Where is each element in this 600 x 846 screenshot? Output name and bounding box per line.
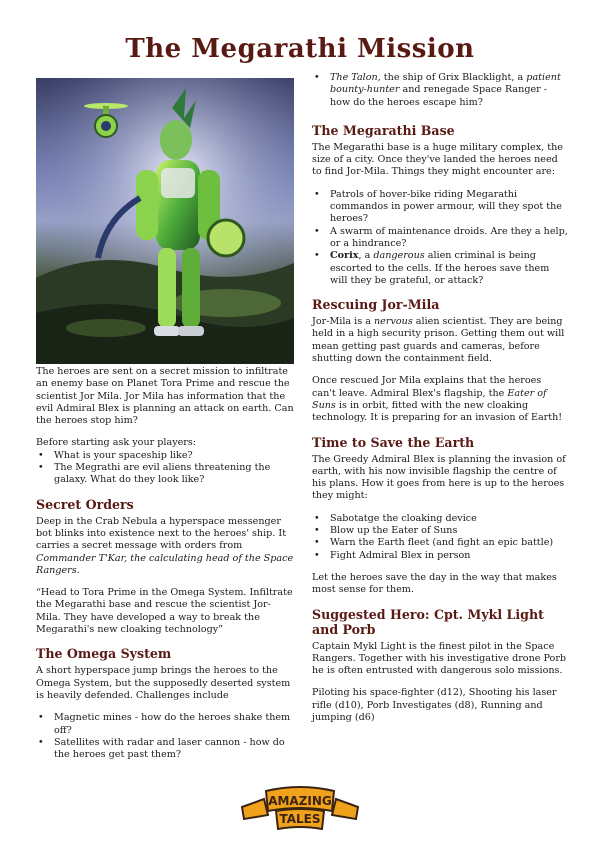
rescue-text-end: alien scientist. They are being held in a high security prison. Getting them out will mean getting past guards and cameras, before shutting down the containment field.: [312, 316, 565, 365]
rescue2-text: Once rescued Jor Mila explains that the heroes can't leave. Admiral Blex's flagship, the: [312, 375, 542, 399]
list-item: • Sabotatge the cloaking device: [312, 513, 568, 525]
rescue-text: Jor-Mila is a: [312, 316, 374, 328]
secret-orders-paragraph: [36, 516, 294, 577]
omega-system-heading: The Omega System: [36, 646, 172, 662]
amazing-tales-logo: [236, 785, 364, 833]
list-item: • A swarm of maintenance droids. Are they a help, or a hindrance?: [312, 226, 568, 251]
nervous-emphasis: nervous: [374, 316, 413, 328]
suggested-hero-heading: Suggested Hero: Cpt. Mykl Light and Porb: [312, 606, 544, 637]
talon-text-end: and renegade Space Ranger - how do the heroes escape him?: [330, 84, 548, 108]
list-item: • Blow up the Eater of Suns: [312, 525, 568, 537]
left-column: [36, 78, 294, 771]
save-list: [312, 513, 568, 562]
before-heading: Before starting ask your players:: [36, 437, 197, 449]
secret-orders-text: Deep in the Crab Nebula a hyperspace messenger bot blinks into existence next to the heroes' ship. It carries a secret message with orders from: [36, 515, 287, 552]
talon-name: The Talon: [330, 72, 378, 83]
list-item: • Fight Admiral Blex in person: [312, 550, 568, 562]
list-item: • Satellites with radar and laser cannon - how do the heroes get past them?: [36, 737, 294, 762]
list-item: • Warn the Earth fleet (and fight an epic battle): [312, 537, 568, 549]
eater-of-suns-emphasis: Eater of Suns: [312, 387, 547, 411]
talon-text: , the ship of Grix Blacklight, a: [377, 72, 527, 83]
omega-list: [36, 712, 294, 761]
commander-emphasis: Commander T'Kar, the calculating head of the Space Rangers.: [36, 552, 294, 576]
omega-paragraph: A short hyperspace jump brings the heroes to the Omega System, but the supposedly deserted system is heavily defended. Challenges include: [36, 665, 291, 701]
rescuing-heading: Rescuing Jor-Mila: [312, 297, 440, 313]
corix-text-end: alien criminal is being escorted to the cells. If the heroes save them will they be grateful, or attack?: [330, 250, 550, 286]
page-title: The Megarathi Mission: [125, 34, 475, 64]
corix-name: Corix: [330, 250, 359, 262]
list-item: • What is your spaceship like?: [36, 450, 294, 462]
logo-text-line2: TALES: [279, 812, 321, 826]
list-item: • Magnetic mines - how do the heroes shake them off?: [36, 712, 294, 737]
rescue-paragraph-2: [312, 375, 568, 424]
talon-list: [312, 72, 568, 109]
logo-text-line1: AMAZING: [268, 794, 332, 808]
hero-skills: Piloting his space-fighter (d12), Shooting his laser rifle (d10), Porb Investigates (d8), Running and jumping (d6): [312, 687, 557, 723]
list-item: [312, 250, 568, 287]
base-paragraph: The Megarathi base is a huge military complex, the size of a city. Once they've landed the heroes need to find Jor-Mila. Things they might encounter are:: [312, 141, 563, 178]
corix-text: , a: [358, 250, 374, 262]
secret-orders-heading: Secret Orders: [36, 496, 134, 512]
save-earth-heading: Time to Save the Earth: [312, 434, 475, 450]
dangerous-emphasis: dangerous: [373, 250, 425, 262]
hero-paragraph: Captain Mykl Light is the finest pilot in the Space Rangers. Together with his investigative drone Porb he is often entrusted with dangerous solo missions.: [312, 640, 567, 677]
rescue2-text-end: is in orbit, fitted with the new cloaking technology. It is preparing for an invasion of Earth!: [312, 399, 563, 424]
before-list: [36, 450, 294, 487]
right-column: [312, 72, 568, 734]
list-item: • Patrols of hover-bike riding Megarathi commandos in power armour, will they spot the heroes?: [312, 189, 568, 226]
hero-illustration: [36, 78, 294, 364]
save-paragraph: The Greedy Admiral Blex is planning the invasion of earth, with his now invisible flagship the centre of his plans. How it goes from here is up to the heroes they might:: [312, 453, 566, 502]
orders-quote: “Head to Tora Prime in the Omega System. Infiltrate the Megarathi base and rescue the scientist Jor-Mila. They have developed a way to break the Megarathi's new cloaking technology”: [36, 587, 293, 636]
intro-paragraph: The heroes are sent on a secret mission to infiltrate an enemy base on Planet Tora Prime and rescue the scientist Jor Mila. Jor Mila has information that the evil Admiral Blex is planning an attack on earth. Can the heroes stop him?: [36, 366, 294, 427]
base-list: [312, 189, 568, 287]
list-item: • The Megrathi are evil aliens threatening the galaxy. What do they look like?: [36, 462, 294, 487]
save-paragraph-2: Let the heroes save the day in the way that makes most sense for them.: [312, 571, 557, 596]
list-item: [312, 72, 568, 109]
rescue-paragraph: [312, 316, 568, 365]
megarathi-base-heading: The Megarathi Base: [312, 122, 455, 138]
bounty-hunter-emphasis: patient bounty-hunter: [330, 72, 561, 96]
